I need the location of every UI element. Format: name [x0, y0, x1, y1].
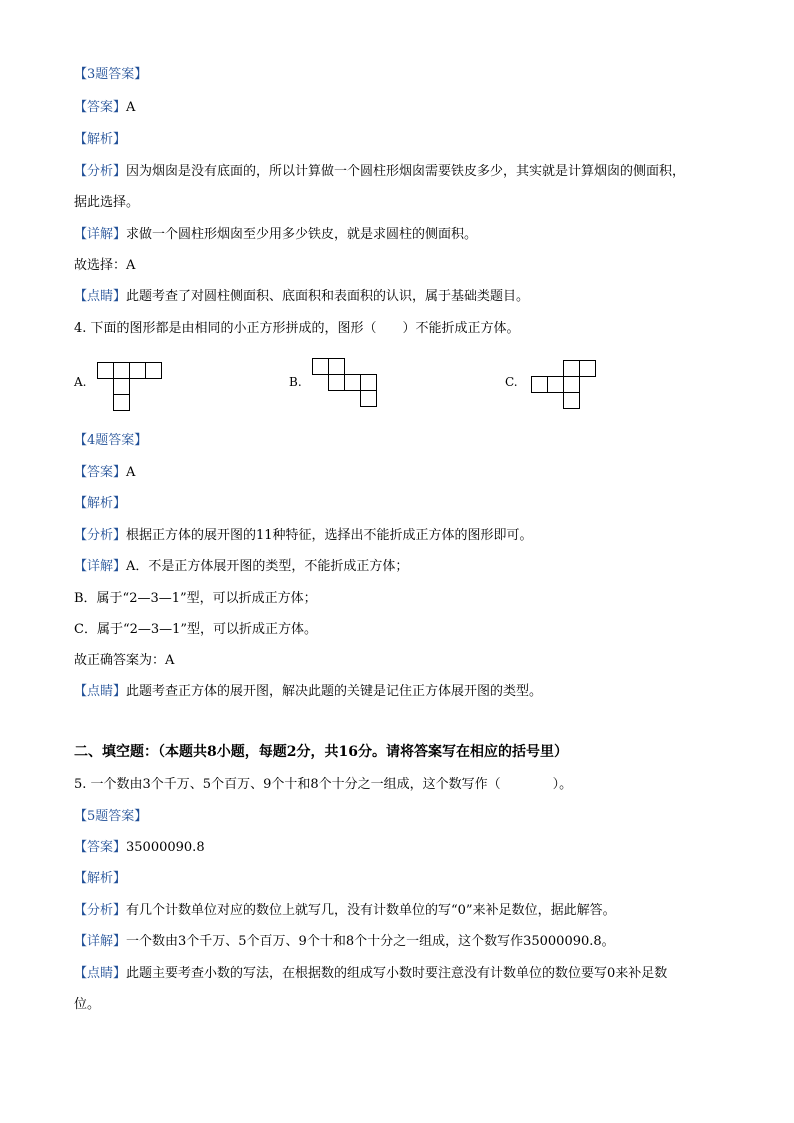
answer-tag: 【答案】	[74, 840, 127, 855]
comment-text: 此题考查了对圆柱侧面积、底面积和表面积的认识，属于基础类题目。	[126, 289, 530, 304]
option-a-net	[94, 360, 166, 412]
q3-fenxi	[74, 163, 685, 181]
comment-tag: 【点睛】	[74, 684, 127, 699]
option-c-net	[528, 358, 600, 412]
option-b-label: B.	[289, 375, 302, 389]
detail-text: 求做一个圆柱形烟囱至少用多少铁皮，就是求圆柱的侧面积。	[126, 227, 478, 242]
q5-answer-header: 【5题答案】	[74, 809, 148, 824]
answer-tag: 【答案】	[74, 465, 127, 480]
section-2-title: 二、填空题：（本题共8小题，每题2分，共16分。请将答案写在相应的括号里）	[74, 744, 568, 760]
q3-comment	[74, 288, 529, 306]
q5-question: 5. 一个数由3个千万、5个百万、9个十和8个十分之一组成，这个数写作（ ）。	[74, 777, 573, 792]
q4-question: 4. 下面的图形都是由相同的小正方形拼成的，图形（ ）不能折成正方体。	[74, 321, 520, 336]
option-b-net	[310, 356, 382, 412]
detail-tag: 【详解】	[74, 934, 127, 949]
q4-comment	[74, 683, 542, 701]
q3-fenxi-cont: 据此选择。	[74, 195, 140, 210]
detail-text: 一个数由3个千万、5个百万、9个十和8个十分之一组成，这个数写作35000090.8。	[126, 934, 615, 949]
q4-answer	[74, 464, 135, 482]
detail-tag: 【详解】	[74, 227, 127, 242]
fenxi-tag: 【分析】	[74, 164, 127, 179]
answer-value: A	[126, 100, 136, 115]
q3-answer-header: 【3题答案】	[74, 67, 148, 82]
q5-detail	[74, 933, 615, 951]
q5-comment-cont: 位。	[74, 997, 101, 1012]
comment-text: 此题主要考查小数的写法，在根据数的组成写小数时要注意没有计数单位的数位要写0来补足数	[126, 966, 668, 981]
answer-value: A	[126, 465, 136, 480]
q4-conclusion: 故正确答案为：A	[74, 653, 175, 668]
fenxi-text: 有几个计数单位对应的数位上就写几，没有计数单位的写“0”来补足数位，据此解答。	[126, 903, 616, 918]
fenxi-tag: 【分析】	[74, 903, 127, 918]
comment-tag: 【点睛】	[74, 966, 127, 981]
q5-answer	[74, 839, 205, 857]
q4-analysis-tag: 【解析】	[74, 496, 127, 511]
answer-value: 35000090.8	[126, 840, 205, 855]
fenxi-tag: 【分析】	[74, 528, 127, 543]
detail-text: A．不是正方体展开图的类型，不能折成正方体；	[126, 559, 409, 574]
comment-tag: 【点睛】	[74, 289, 127, 304]
fenxi-text: 因为烟囱是没有底面的，所以计算做一个圆柱形烟囱需要铁皮多少，其实就是计算烟囱的侧面积，	[126, 164, 686, 179]
q3-answer	[74, 99, 135, 117]
fenxi-text: 根据正方体的展开图的11种特征，选择出不能折成正方体的图形即可。	[126, 528, 533, 543]
q4-fenxi	[74, 527, 533, 545]
option-c-label: C.	[505, 375, 518, 389]
q3-analysis-tag: 【解析】	[74, 132, 127, 147]
answer-tag: 【答案】	[74, 100, 127, 115]
option-a-label: A.	[74, 375, 87, 389]
q5-comment	[74, 965, 667, 983]
detail-tag: 【详解】	[74, 559, 127, 574]
q4-detail-c: C．属于“2—3—1”型，可以折成正方体。	[74, 622, 318, 637]
q5-fenxi	[74, 902, 616, 920]
q3-conclusion: 故选择：A	[74, 258, 136, 273]
comment-text: 此题考查正方体的展开图，解决此题的关键是记住正方体展开图的类型。	[126, 684, 543, 699]
q4-answer-header: 【4题答案】	[74, 433, 148, 448]
q4-detail-b: B．属于“2—3—1”型，可以折成正方体；	[74, 591, 317, 606]
q3-detail	[74, 226, 477, 244]
q4-detail	[74, 558, 408, 576]
q5-analysis-tag: 【解析】	[74, 871, 127, 886]
